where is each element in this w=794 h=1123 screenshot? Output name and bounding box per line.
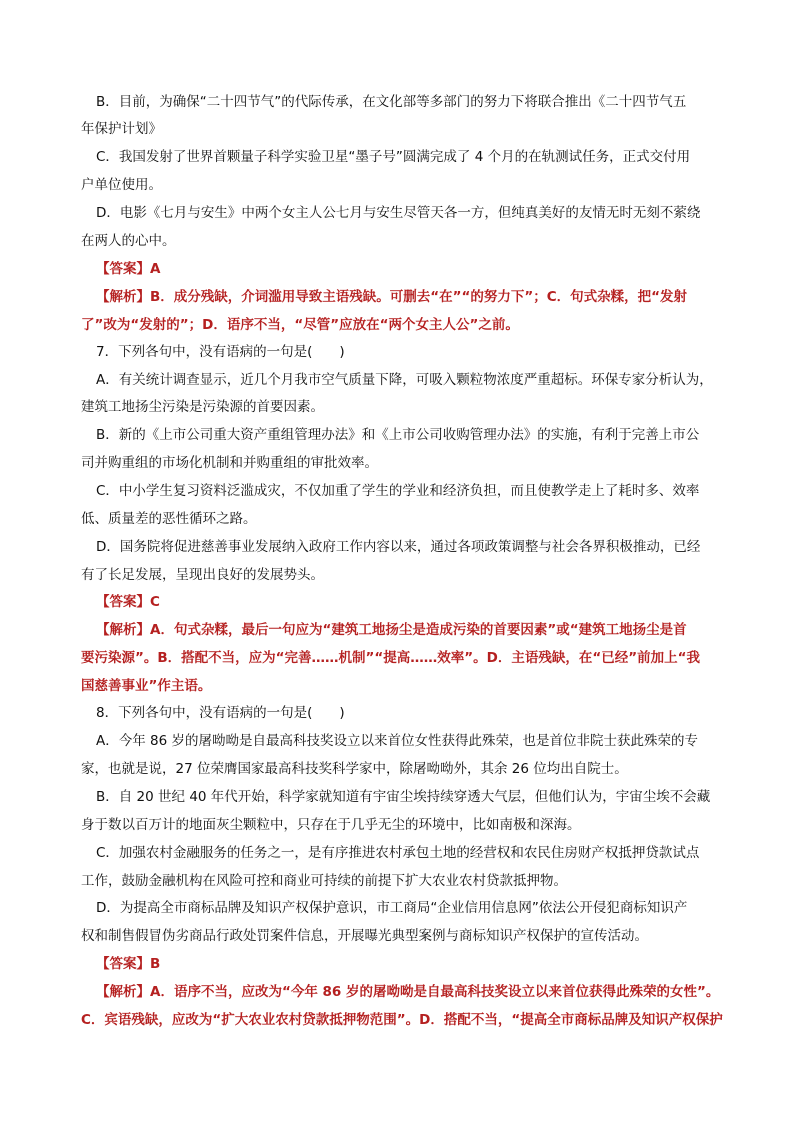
q8-answer-value: B xyxy=(150,956,161,972)
q7-analysis-text1: A．句式杂糅，最后一句应为“建筑工地扬尘是造成污染的首要因素”或“建筑工地扬尘是首 xyxy=(150,622,687,638)
q8-option-a-line1: A．今年 86 岁的屠呦呦是自最高科技奖设立以来首位女性获得此殊荣，也是首位非院士获此殊荣的专 xyxy=(96,733,698,749)
q6-option-b-line2: 年保护计划》 xyxy=(81,121,162,137)
q8-option-b-line1: B．自 20 世纪 40 年代开始，科学家就知道有宇宙尘埃持续穿透大气层，但他们认为，宇宙尘埃不会藏 xyxy=(96,789,711,805)
q7-option-c-line1: C．中小学生复习资料泛滥成灾，不仅加重了学生的学业和经济负担，而且使教学走上了耗时多、效率 xyxy=(96,483,700,499)
q7-answer-label: 【答案】 xyxy=(96,594,150,610)
q6-option-c-line1: C．我国发射了世界首颗量子科学实验卫星“墨子号”圆满完成了 4 个月的在轨测试任务，正式交付用 xyxy=(96,149,691,165)
q6-option-d-line2: 在两人的心中。 xyxy=(81,233,176,249)
q7-answer-value: C xyxy=(150,594,160,610)
q8-analysis-line2: C．宾语残缺，应改为“扩大农业农村贷款抵押物范围”。D．搭配不当，“提高全市商标品牌及知识产权保护 xyxy=(81,1012,723,1028)
q7-option-a-line1: A．有关统计调查显示，近几个月我市空气质量下降，可吸入颗粒物浓度严重超标。环保专家分析认为， xyxy=(96,372,713,388)
q6-answer-value: A xyxy=(150,261,161,277)
q7-option-b-line2: 司并购重组的市场化机制和并购重组的审批效率。 xyxy=(81,455,378,471)
q6-answer-label: 【答案】 xyxy=(96,261,150,277)
q7-analysis-line2: 要污染源”。B．搭配不当，应为“完善……机制”“提高……效率”。D．主语残缺，在“已经”前加上“我 xyxy=(81,650,700,666)
q6-option-b-line1: B．目前，为确保“二十四节气”的代际传承，在文化部等多部门的努力下将联合推出《二十四节气五 xyxy=(96,94,687,110)
q6-analysis-label: 【解析】 xyxy=(96,289,150,305)
q6-option-d-line1: D．电影《七月与安生》中两个女主人公七月与安生尽管天各一方，但纯真美好的友情无时无刻不萦绕 xyxy=(96,205,701,221)
q7-option-b-line1: B．新的《上市公司重大资产重组管理办法》和《上市公司收购管理办法》的实施，有利于完善上市公 xyxy=(96,427,700,443)
q7-answer xyxy=(96,592,160,612)
q8-option-c-line2: 工作，鼓励金融机构在风险可控和商业可持续的前提下扩大农业农村贷款抵押物。 xyxy=(81,873,567,889)
q8-analysis-text1: A．语序不当，应改为“今年 86 岁的屠呦呦是自最高科技奖设立以来首位获得此殊荣的女性”。 xyxy=(150,984,720,1000)
q8-option-d-line2: 权和制售假冒伪劣商品行政处罚案件信息，开展曝光典型案例与商标知识产权保护的宣传活动。 xyxy=(81,928,648,944)
q8-answer xyxy=(96,954,160,974)
q7-analysis-line1 xyxy=(96,620,687,640)
q7-option-c-line2: 低、质量差的恶性循环之路。 xyxy=(81,511,257,527)
q8-option-d-line1: D．为提高全市商标品牌及知识产权保护意识，市工商局“企业信用信息网”依法公开侵犯商标知识产 xyxy=(96,900,688,916)
q8-option-b-line2: 身于数以百万计的地面灰尘颗粒中，只存在于几乎无尘的环境中，比如南极和深海。 xyxy=(81,817,581,833)
q6-analysis-text1: B．成分残缺，介词滥用导致主语残缺。可删去“在”“的努力下”；C．句式杂糅，把“发射 xyxy=(150,289,688,305)
q7-option-d-line2: 有了长足发展，呈现出良好的发展势头。 xyxy=(81,567,324,583)
q6-option-c-line2: 户单位使用。 xyxy=(81,177,162,193)
q8-answer-label: 【答案】 xyxy=(96,956,150,972)
q7-stem: 7．下列各句中，没有语病的一句是( ) xyxy=(96,344,345,360)
q7-analysis-line3: 国慈善事业”作主语。 xyxy=(81,678,212,694)
q8-analysis-label: 【解析】 xyxy=(96,984,150,1000)
q8-option-a-line2: 家，也就是说，27 位荣膺国家最高科技奖科学家中，除屠呦呦外，其余 26 位均出自院士。 xyxy=(81,761,628,777)
q7-analysis-label: 【解析】 xyxy=(96,622,150,638)
q6-analysis-line1 xyxy=(96,287,687,307)
q6-answer xyxy=(96,259,160,279)
q8-stem: 8．下列各句中，没有语病的一句是( ) xyxy=(96,705,345,721)
q7-option-a-line2: 建筑工地扬尘污染是污染源的首要因素。 xyxy=(81,399,324,415)
q8-analysis-line1 xyxy=(96,982,719,1002)
q7-option-d-line1: D．国务院将促进慈善事业发展纳入政府工作内容以来，通过各项政策调整与社会各界积极推动，已经 xyxy=(96,539,701,555)
q8-option-c-line1: C．加强农村金融服务的任务之一，是有序推进农村承包土地的经营权和农民住房财产权抵押贷款试点 xyxy=(96,845,700,861)
q6-analysis-line2: 了”改为“发射的”；D．语序不当，“尽管”应放在“两个女主人公”之前。 xyxy=(81,317,519,333)
